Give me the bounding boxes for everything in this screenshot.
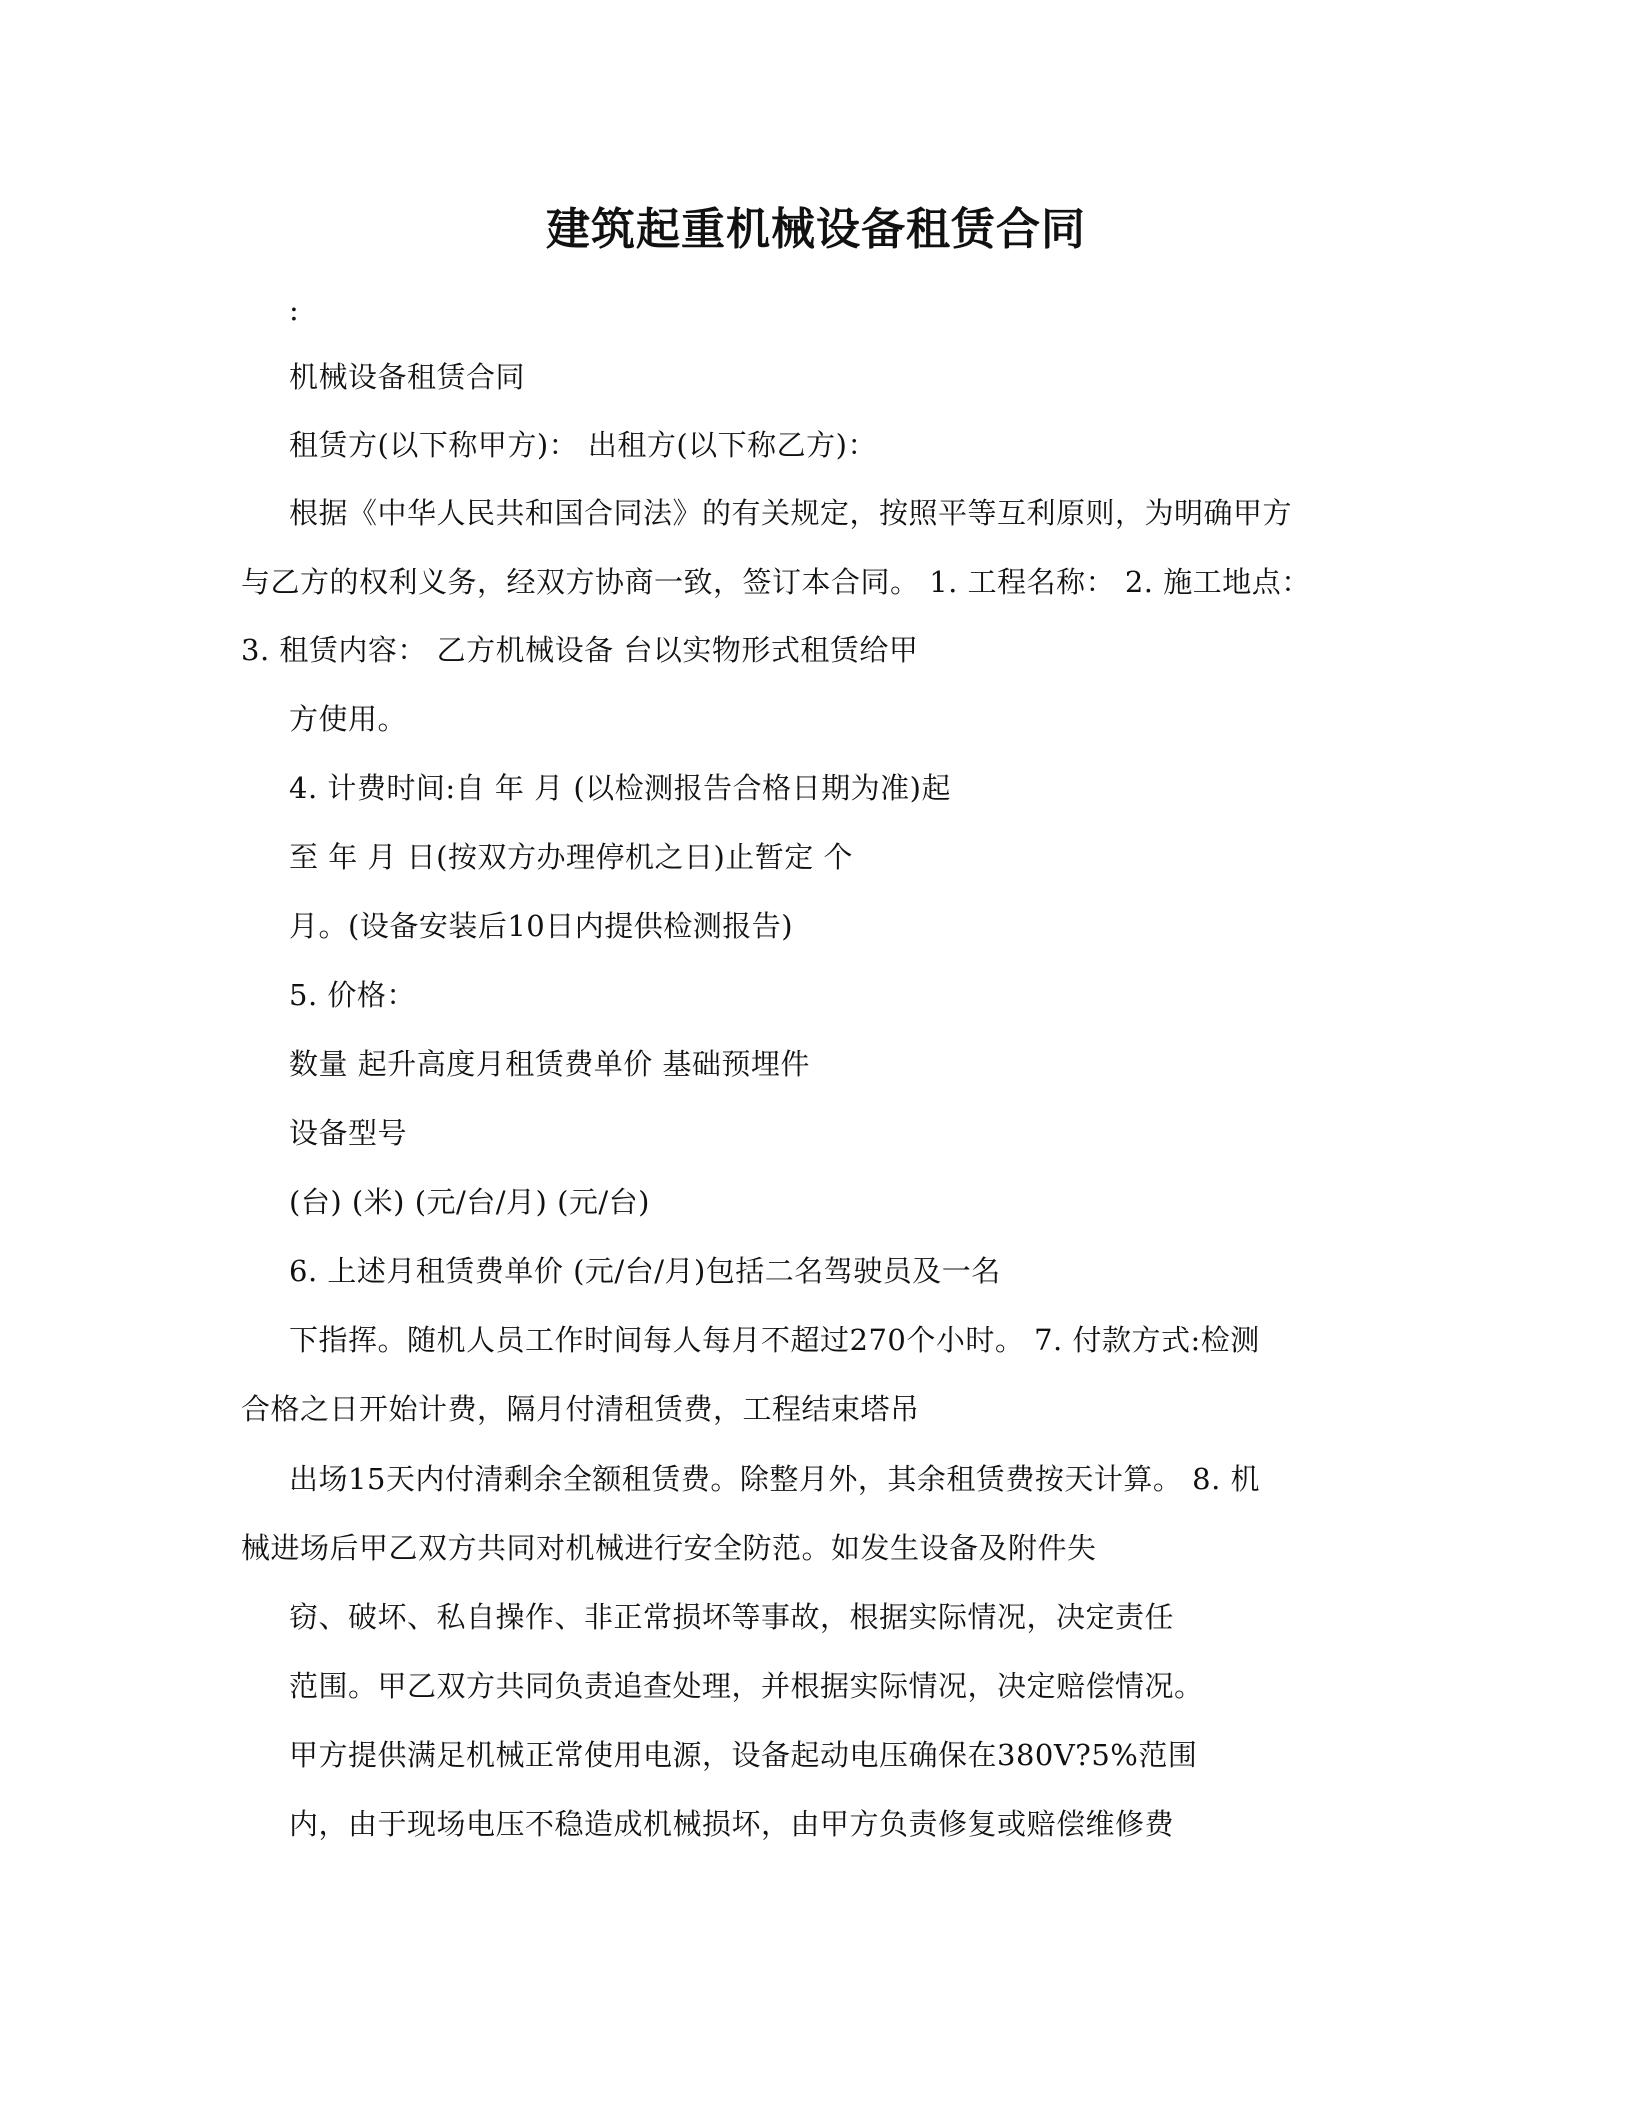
text-line: 根据《中华人民共和国合同法》的有关规定，按照平等互利原则，为明确甲方 [289, 496, 1293, 530]
text-line: 数量 起升高度月租赁费单价 基础预埋件 [289, 1047, 810, 1081]
text-line: 机械设备租赁合同 [289, 360, 526, 394]
text-line: 范围。甲乙双方共同负责追查处理，并根据实际情况，决定赔偿情况。 [289, 1669, 1204, 1703]
text-line: 出场15天内付清剩余全额租赁费。除整月外，其余租赁费按天计算。 8. 机 [289, 1462, 1261, 1496]
text-line: 月。(设备安装后10日内提供检测报告) [289, 909, 794, 943]
text-line: 3. 租赁内容： 乙方机械设备 台以实物形式租赁给甲 [241, 633, 919, 667]
text-line: 内，由于现场电压不稳造成机械损坏，由甲方负责修复或赔偿维修费 [289, 1807, 1175, 1841]
text-line: 5. 价格： [289, 978, 416, 1012]
text-line: 与乙方的权利义务，经双方协商一致，签订本合同。 1. 工程名称： 2. 施工地点： [241, 565, 1311, 599]
text-line: 下指挥。随机人员工作时间每人每月不超过270个小时。 7. 付款方式:检测 [289, 1323, 1260, 1357]
text-line: 窃、破坏、私自操作、非正常损坏等事故，根据实际情况，决定责任 [289, 1600, 1175, 1634]
text-line: 设备型号 [289, 1116, 408, 1150]
text-line: 租赁方(以下称甲方)： 出租方(以下称乙方)： [289, 428, 877, 462]
text-line: 合格之日开始计费，隔月付清租赁费，工程结束塔吊 [241, 1392, 920, 1426]
text-line: 械进场后甲乙双方共同对机械进行安全防范。如发生设备及附件失 [241, 1531, 1097, 1565]
text-line: 至 年 月 日(按双方办理停机之日)止暂定 个 [289, 840, 854, 874]
text-line: 甲方提供满足机械正常使用电源，设备起动电压确保在380V?5%范围 [289, 1738, 1198, 1772]
text-line: (台) (米) (元/台/月) (元/台) [289, 1185, 650, 1219]
text-line: 方使用。 [289, 702, 408, 736]
text-line: 6. 上述月租赁费单价 (元/台/月)包括二名驾驶员及一名 [289, 1254, 1001, 1288]
document-title: 建筑起重机械设备租赁合同 [546, 204, 1086, 255]
text-line: : [289, 293, 300, 327]
text-line: 4. 计费时间:自 年 月 (以检测报告合格日期为准)起 [289, 771, 951, 805]
